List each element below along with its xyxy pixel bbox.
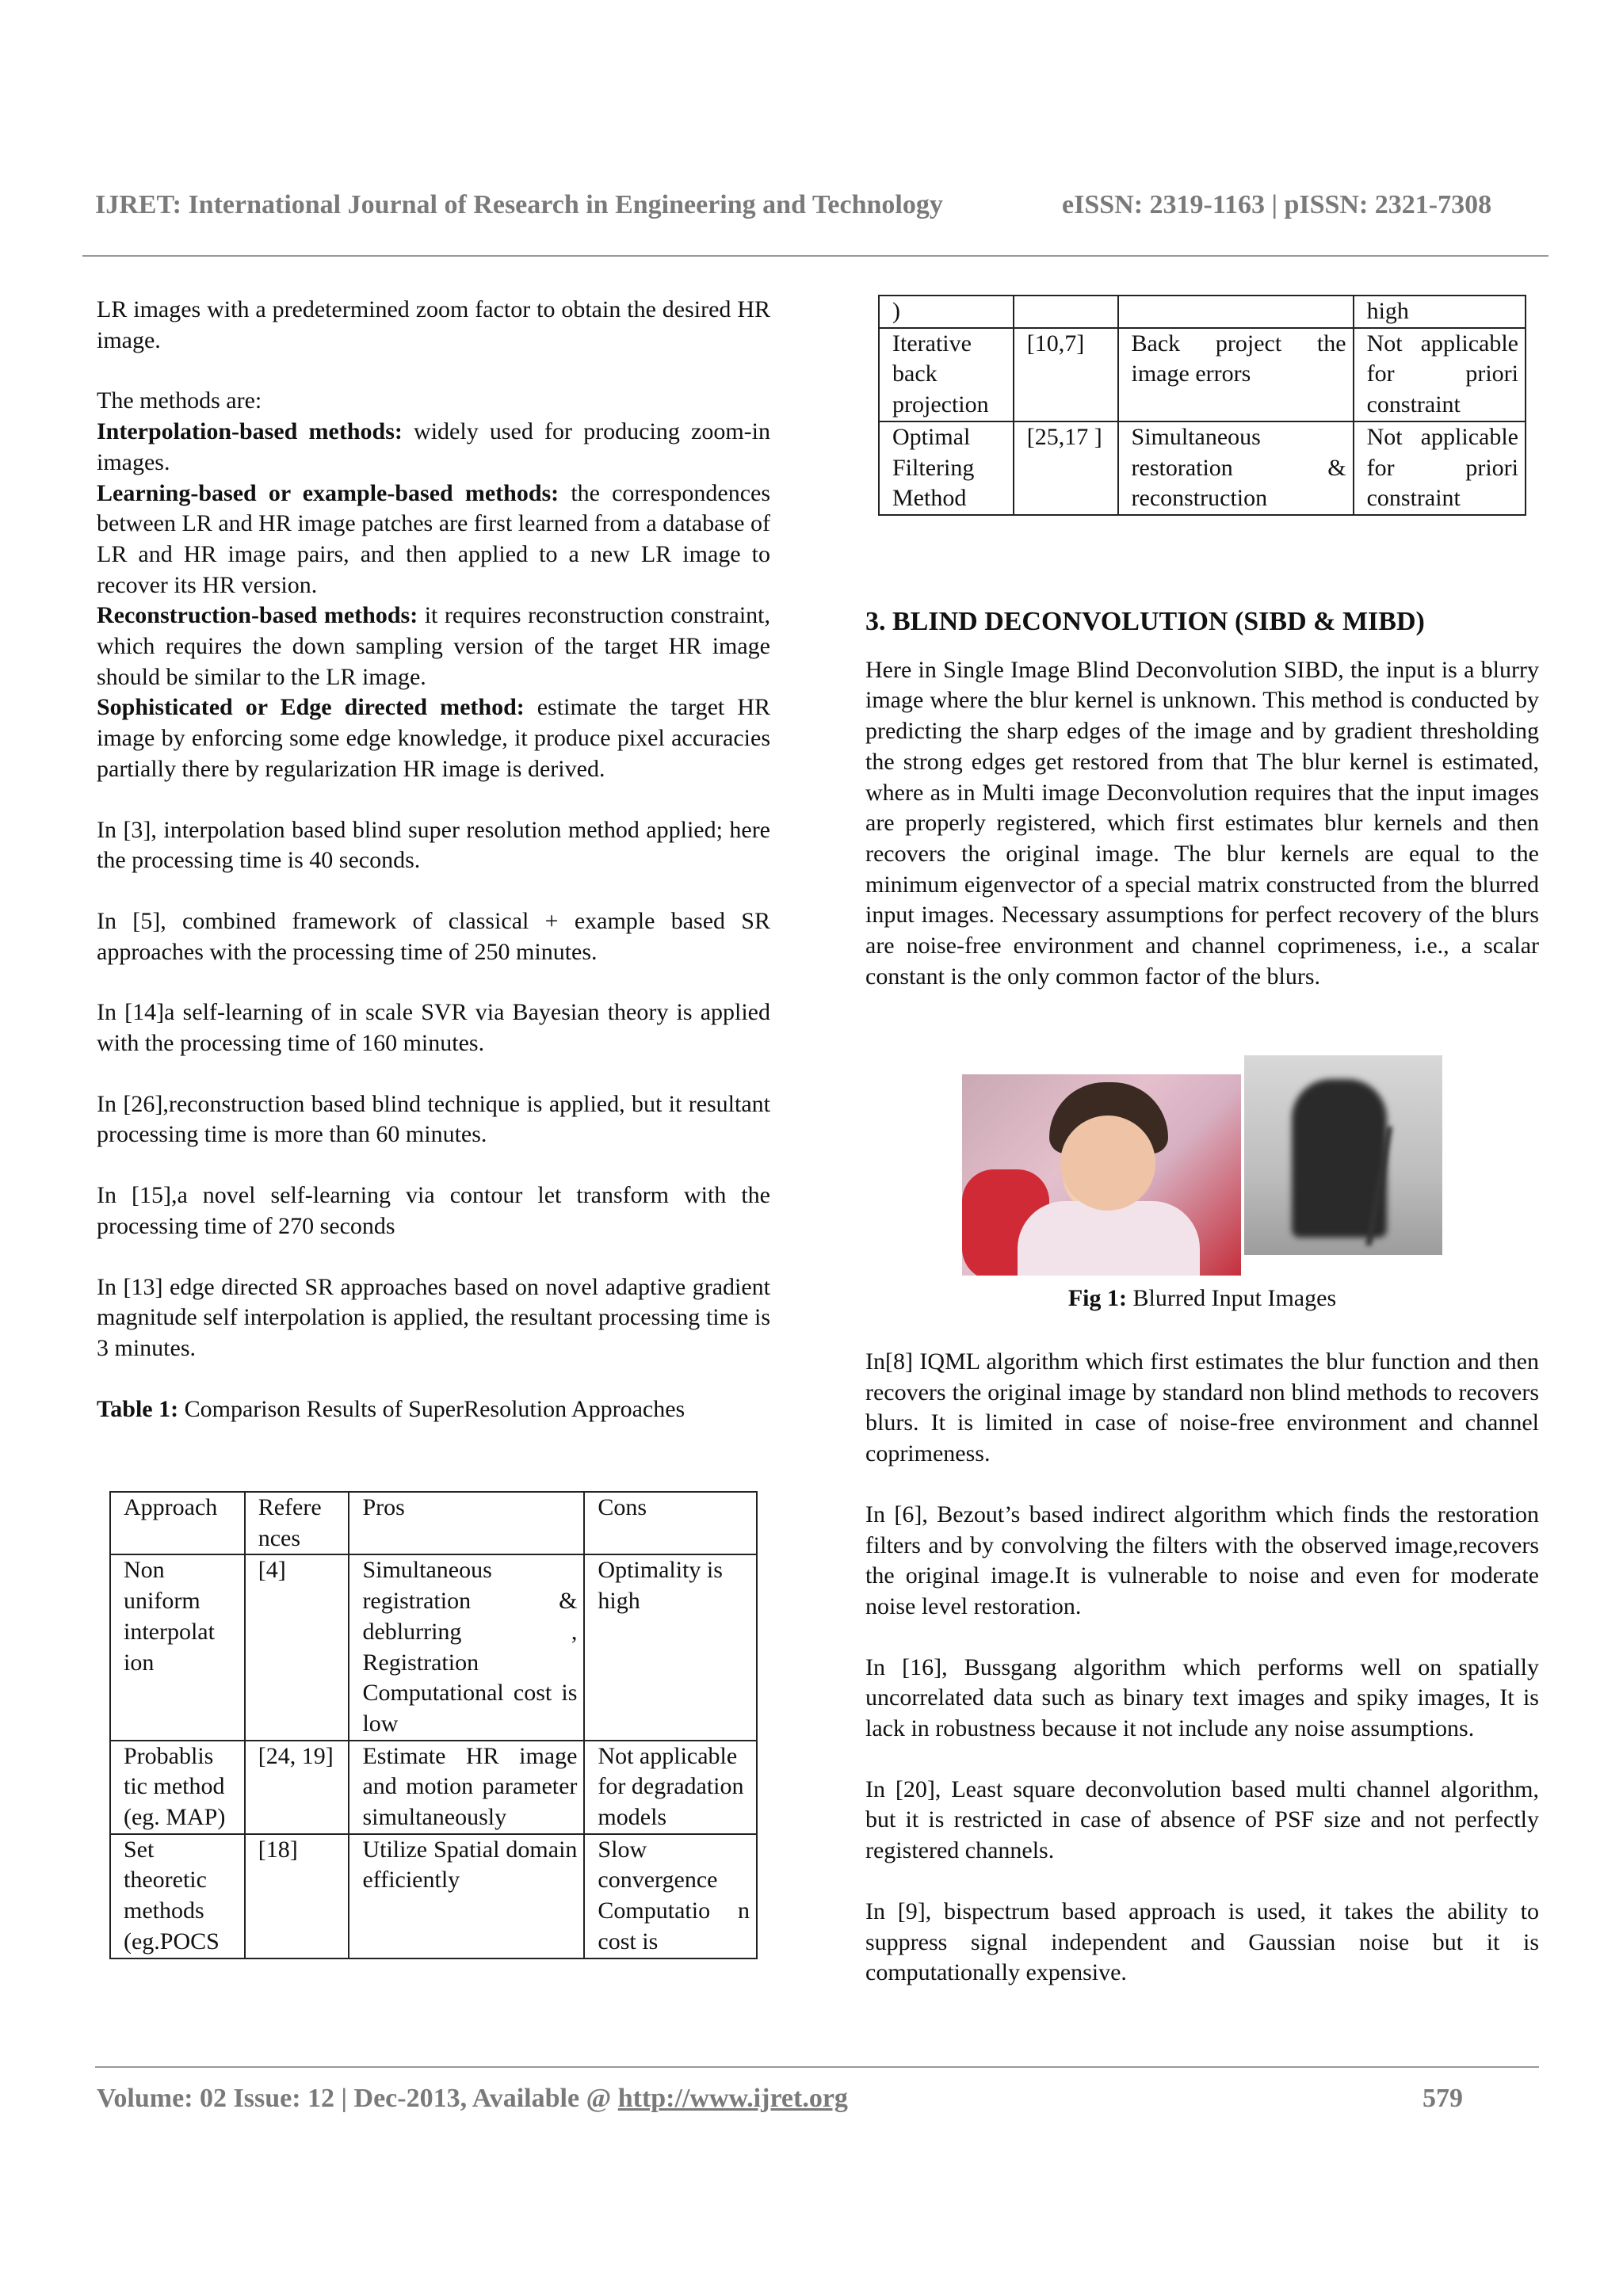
figure-caption-label: Fig 1: (1067, 1285, 1128, 1311)
right-column-section (865, 607, 1539, 992)
table-cell: Simultaneous restoration & reconstruction (1118, 421, 1354, 515)
header-rule (82, 255, 1549, 257)
figure-blurred-images (962, 1055, 1445, 1261)
journal-title: IJRET: International Journal of Research in Engineering and Technology (95, 190, 943, 219)
table-header-row (110, 1492, 757, 1554)
table-cell (1118, 296, 1354, 328)
table-cell: ) (879, 296, 1014, 328)
method-term: Learning-based or example-based methods: (97, 479, 559, 506)
table-caption (97, 1394, 770, 1425)
table-row (879, 328, 1526, 421)
running-header (95, 190, 1537, 220)
table-cell (1014, 296, 1118, 328)
table-row (879, 296, 1526, 328)
table-cell: Estimate HR image and motion parameter simultaneously (349, 1741, 584, 1834)
section-paragraph: Here in Single Image Blind Deconvolution SIBD, the input is a blurry image where the blur kernel is unknown. This method is conducted by predicting the sharp edges of the image and by gradient thresholding the strong edges get restored from that The blur kernel is estimated, where as in Multi image Deconvolution requires that the input images are properly registered, which first estimates blur kernels and then recovers the original image. The blur kernels are equal to the minimum eigenvector of a special matrix constructed from the blurred input images. Necessary assumptions for perfect recovery of the blurs are noise-free environment and channel coprimeness, i.e., a scalar constant is the only common factor of the blurs. (865, 656, 1539, 990)
issn: eISSN: 2319-1163 | pISSN: 2321-7308 (1062, 190, 1492, 219)
method-reconstruction (97, 601, 770, 692)
paragraph-ref15: In [15],a novel self-learning via contour let transform with the processing time of 270 seconds (97, 1182, 770, 1239)
method-text: widely used for producing zoom-in images. (97, 418, 770, 475)
method-edge-directed (97, 692, 770, 784)
table-caption-label: Table 1: (97, 1395, 179, 1422)
comparison-table-continued (878, 295, 1526, 516)
section-heading: 3. BLIND DECONVOLUTION (SIBD & MIBD) (865, 607, 1425, 636)
paragraph-ref3: In [3], interpolation based blind super resolution method applied; here the processing time is 40 seconds. (97, 816, 770, 874)
method-text: it requires reconstruction constraint, which requires the down sampling version of the target HR image should be similar to the LR image. (97, 602, 770, 690)
table-cell: Optimality is high (584, 1554, 757, 1740)
footer-rule (95, 2066, 1539, 2068)
blurred-cameraman-image (1244, 1055, 1442, 1255)
intro-paragraph: LR images with a predetermined zoom factor to obtain the desired HR image. (97, 296, 770, 353)
comparison-table (109, 1491, 758, 1959)
table-cell: Simultaneous registration & deblurring , Registration Computational cost is low (349, 1554, 584, 1740)
right-column-lower (865, 1347, 1539, 1989)
table-cell: Slow convergence Computatio n cost is (584, 1834, 757, 1958)
paragraph-ref26: In [26],reconstruction based blind technique is applied, but it resultant processing time is more than 60 minutes. (97, 1090, 770, 1148)
paragraph-ref6: In [6], Bezout’s based indirect algorithm which finds the restoration filters and by convolving the filters with the observed image,recovers the original image.It is vulnerable to noise and even for moderate noise level restoration. (865, 1501, 1539, 1619)
table-cell: high (1354, 296, 1526, 328)
method-term: Sophisticated or Edge directed method: (97, 694, 525, 721)
paragraph-ref16: In [16], Bussgang algorithm which performs well on spatially uncorrelated data such as binary text images and spiky images, It is lack in robustness because it not include any noise assumptions. (865, 1653, 1539, 1742)
paragraph-ref20: In [20], Least square deconvolution based multi channel algorithm, but it is restricted in case of absence of PSF size and not perfectly registered channels. (865, 1775, 1539, 1864)
table-cell: Not applicable for priori constraint (1354, 421, 1526, 515)
method-term: Reconstruction-based methods: (97, 602, 418, 629)
blurred-girl-image (962, 1074, 1241, 1276)
table-cell: [24, 19] (245, 1741, 349, 1834)
method-term: Interpolation-based methods: (97, 418, 403, 445)
table-cell: Iterative back projection (879, 328, 1014, 421)
figure-caption (865, 1285, 1539, 1312)
table-cell: Set theoretic methods (eg.POCS (110, 1834, 245, 1958)
table-row (110, 1741, 757, 1834)
volume-info: Volume: 02 Issue: 12 | Dec-2013, Available @ (97, 2084, 618, 2113)
table-cell: [25,17 ] (1014, 421, 1118, 515)
table-row (110, 1834, 757, 1958)
method-text: estimate the target HR image by enforcing some edge knowledge, it produce pixel accuracies partially there by regularization HR image is derived. (97, 694, 770, 782)
table-cell: Non uniform interpolat ion (110, 1554, 245, 1740)
table-cell: Not applicable for degradation models (584, 1741, 757, 1834)
method-learning (97, 479, 770, 601)
table-row (879, 421, 1526, 515)
journal-link[interactable]: http://www.ijret.org (617, 2084, 848, 2113)
table-cell: [10,7] (1014, 328, 1118, 421)
table-cell: [18] (245, 1834, 349, 1958)
method-text: the correspondences between LR and HR image patches are first learned from a database of LR and HR image pairs, and then applied to a new LR image to recover its HR version. (97, 479, 771, 598)
paragraph-ref14: In [14]a self-learning of in scale SVR via Bayesian theory is applied with the processing time of 160 minutes. (97, 999, 770, 1057)
table-header-cell: Cons (584, 1492, 757, 1554)
table-cell: Utilize Spatial domain efficiently (349, 1834, 584, 1958)
methods-intro: The methods are: (97, 387, 262, 414)
method-interpolation (97, 417, 770, 478)
paragraph-ref5: In [5], combined framework of classical + example based SR approaches with the processing time of 250 minutes. (97, 907, 770, 965)
table-header-cell: Pros (349, 1492, 584, 1554)
left-column (97, 295, 770, 1425)
running-footer (97, 2084, 1523, 2114)
table-cell: Not applicable for priori constraint (1354, 328, 1526, 421)
table-cell: Optimal Filtering Method (879, 421, 1014, 515)
page-number: 579 (1423, 2084, 1463, 2113)
table-cell: [4] (245, 1554, 349, 1740)
table-cell: Probablis tic method (eg. MAP) (110, 1741, 245, 1834)
table-cell: Back project the image errors (1118, 328, 1354, 421)
table-caption-text: Comparison Results of SuperResolution Approaches (178, 1395, 685, 1422)
paragraph-ref13: In [13] edge directed SR approaches based on novel adaptive gradient magnitude self interpolation is applied, the resultant processing time is 3 minutes. (97, 1273, 770, 1361)
figure-caption-text: Blurred Input Images (1127, 1285, 1337, 1311)
table-header-cell: Approach (110, 1492, 245, 1554)
table-row (110, 1554, 757, 1740)
table-header-cell: Refere nces (245, 1492, 349, 1554)
paragraph-ref9: In [9], bispectrum based approach is used, it takes the ability to suppress signal independent and Gaussian noise but it is computationally expensive. (865, 1897, 1539, 1986)
paragraph-ref8: In[8] IQML algorithm which first estimates the blur function and then recovers the original image by standard non blind methods to recovers blurs. It is limited in case of noise-free environment and channel coprimeness. (865, 1348, 1539, 1467)
